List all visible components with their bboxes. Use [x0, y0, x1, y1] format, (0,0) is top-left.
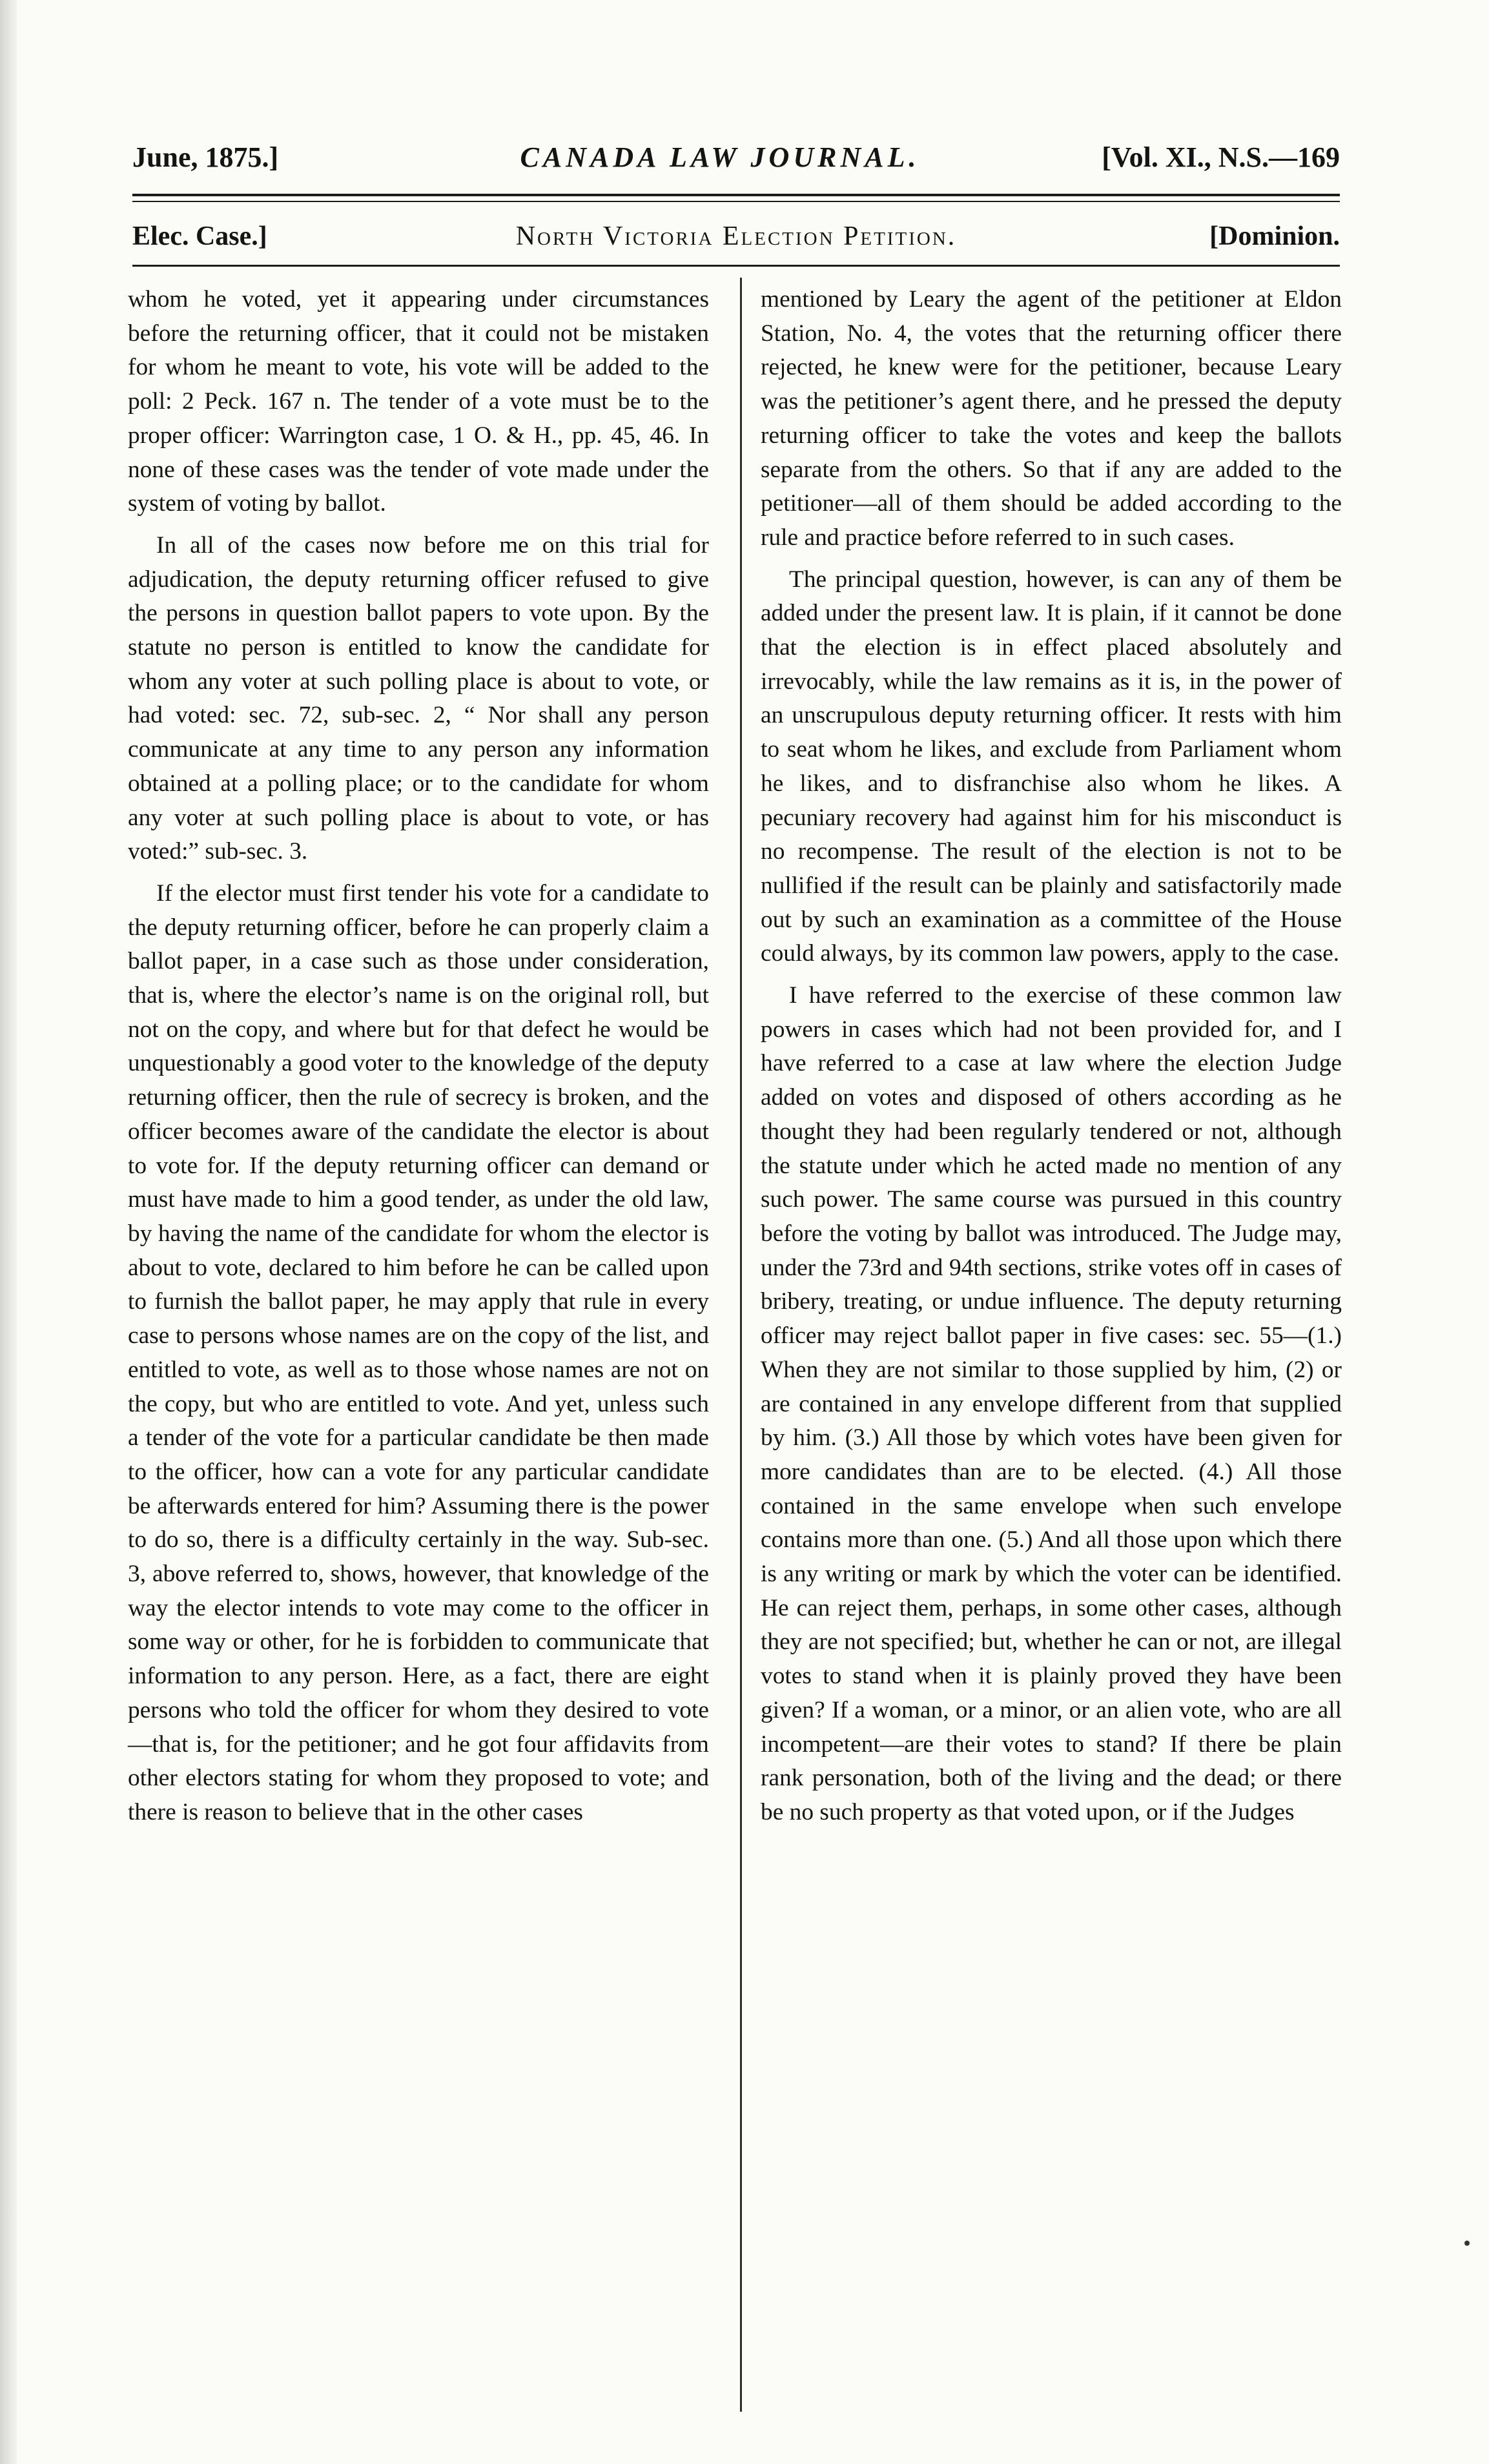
- paragraph: In all of the cases now before me on this trial for adjudication, the deputy returning officer refused to give the persons in question ballot papers to vote upon. By the statute no person is entitled to know the candidate for whom any voter at such polling place is about to vote, or had voted: sec. 72, sub-sec. 2, “ Nor shall any person communicate at any time to any person any information obtained at a polling place; or to the candidate for whom any voter at such polling place is about to vote, or has voted:” sub-sec. 3.: [128, 531, 709, 865]
- left-column: [128, 283, 709, 1830]
- ink-speck: [1464, 2241, 1470, 2246]
- running-header: [132, 141, 1340, 186]
- page-edge-shadow: [0, 0, 17, 2464]
- header-rule-thick: [132, 194, 1340, 196]
- case-title: North Victoria Election Petition.: [515, 221, 957, 251]
- case-type: Elec. Case.]: [132, 221, 267, 251]
- paragraph: The principal question, however, is can any of them be added under the present law. It is plain, if it cannot be done that the election is in effect placed absolutely and irrevocably, while the law remains as it is, in the power of an unscrupulous deputy returning officer. It rests with him to seat whom he likes, and exclude from Parliament whom he likes, and to disfranchise also whom he likes. A pecuniary recovery had against him for his misconduct is no recompense. The result of the election is not to be nullified if the result can be plainly and satisfactorily made out by such an examination as a committee of the House could always, by its common law powers, apply to the case.: [761, 566, 1342, 967]
- paragraph: If the elector must first tender his vote for a candidate to the deputy returning officer, before he can properly claim a ballot paper, in a case such as those under consideration, that is, where the elector’s name is on the original roll, but not on the copy, and where but for that defect he would be unquestionably a good voter to the knowledge of the deputy returning officer, then the rule of secrecy is broken, and the officer becomes aware of the candidate the elector is about to vote for. If the deputy returning officer can demand or must have made to him a good tender, as under the old law, by having the name of the candidate for whom the elector is about to vote, declared to him before he can be called upon to furnish the ballot paper, he may apply that rule in every case to persons whose names are on the copy of the list, and entitled to vote, as well as to those whose names are not on the copy, but who are entitled to vote. And yet, unless such a tender of the vote for a particular candidate be then made to the officer, how can a vote for any particular candidate be afterwards entered for him? Assuming there is the power to do so, there is a difficulty certainly in the way. Sub-sec. 3, above referred to, shows, however, that knowledge of the way the elector intends to vote may come to the officer in some way or other, for he is forbidden to communicate that information to any person. Here, as a fact, there are eight persons who told the officer for whom they desired to vote—that is, for the petitioner; and he got four affidavits from other electors stating for whom they proposed to vote; and there is reason to believe that in the other cases: [128, 879, 709, 1825]
- paragraph: I have referred to the exercise of these common law powers in cases which had not been provided for, and I have referred to a case at law where the election Judge added on votes and disposed of others according as he thought they had been regularly tendered or not, although the statute under which he acted made no mention of any such power. The same course was pursued in this country before the voting by ballot was introduced. The Judge may, under the 73rd and 94th sections, strike votes off in cases of bribery, treating, or undue influence. The deputy returning officer may reject ballot paper in five cases: sec. 55—(1.) When they are not similar to those supplied by him, (2) or are contained in any envelope different from that supplied by him. (3.) All those by which votes have been given for more candidates than are to be elected. (4.) All those contained in the same envelope when such envelope contains more than one. (5.) And all those upon which there is any writing or mark by which the voter can be identified. He can reject them, perhaps, in some other cases, although they are not specified; but, whether he can or not, are illegal votes to stand when it is plainly proved they have been given? If a woman, or a minor, or an alien vote, who are all incompetent—are their votes to stand? If there be plain rank personation, both of the living and the dead; or there be no such property as that voted upon, or if the Judges: [761, 982, 1342, 1825]
- court-jurisdiction: [Dominion.: [1209, 221, 1340, 251]
- journal-title: CANADA LAW JOURNAL.: [520, 141, 920, 173]
- volume-page-number: [Vol. XI., N.S.—169: [1102, 141, 1340, 173]
- subheader-rule: [132, 265, 1340, 267]
- header-date: June, 1875.]: [132, 141, 279, 173]
- column-divider: [740, 278, 742, 2412]
- right-column: [761, 283, 1342, 1830]
- case-subheader: [132, 221, 1340, 260]
- paragraph: mentioned by Leary the agent of the petitioner at Eldon Station, No. 4, the votes that the returning officer there rejected, he knew were for the petitioner, because Leary was the petitioner’s agent there, and he pressed the deputy returning officer to take the votes and keep the ballots separate from the others. So that if any are added to the petitioner—all of them should be added according to the rule and practice before referred to in such cases.: [761, 286, 1342, 551]
- header-rule-thin: [132, 201, 1340, 202]
- paragraph: whom he voted, yet it appearing under circumstances before the returning officer, that it could not be mistaken for whom he meant to vote, his vote will be added to the poll: 2 Peck. 167 n. The tender of a vote must be to the proper officer: Warrington case, 1 O. & H., pp. 45, 46. In none of these cases was the tender of vote made under the system of voting by ballot.: [128, 286, 709, 517]
